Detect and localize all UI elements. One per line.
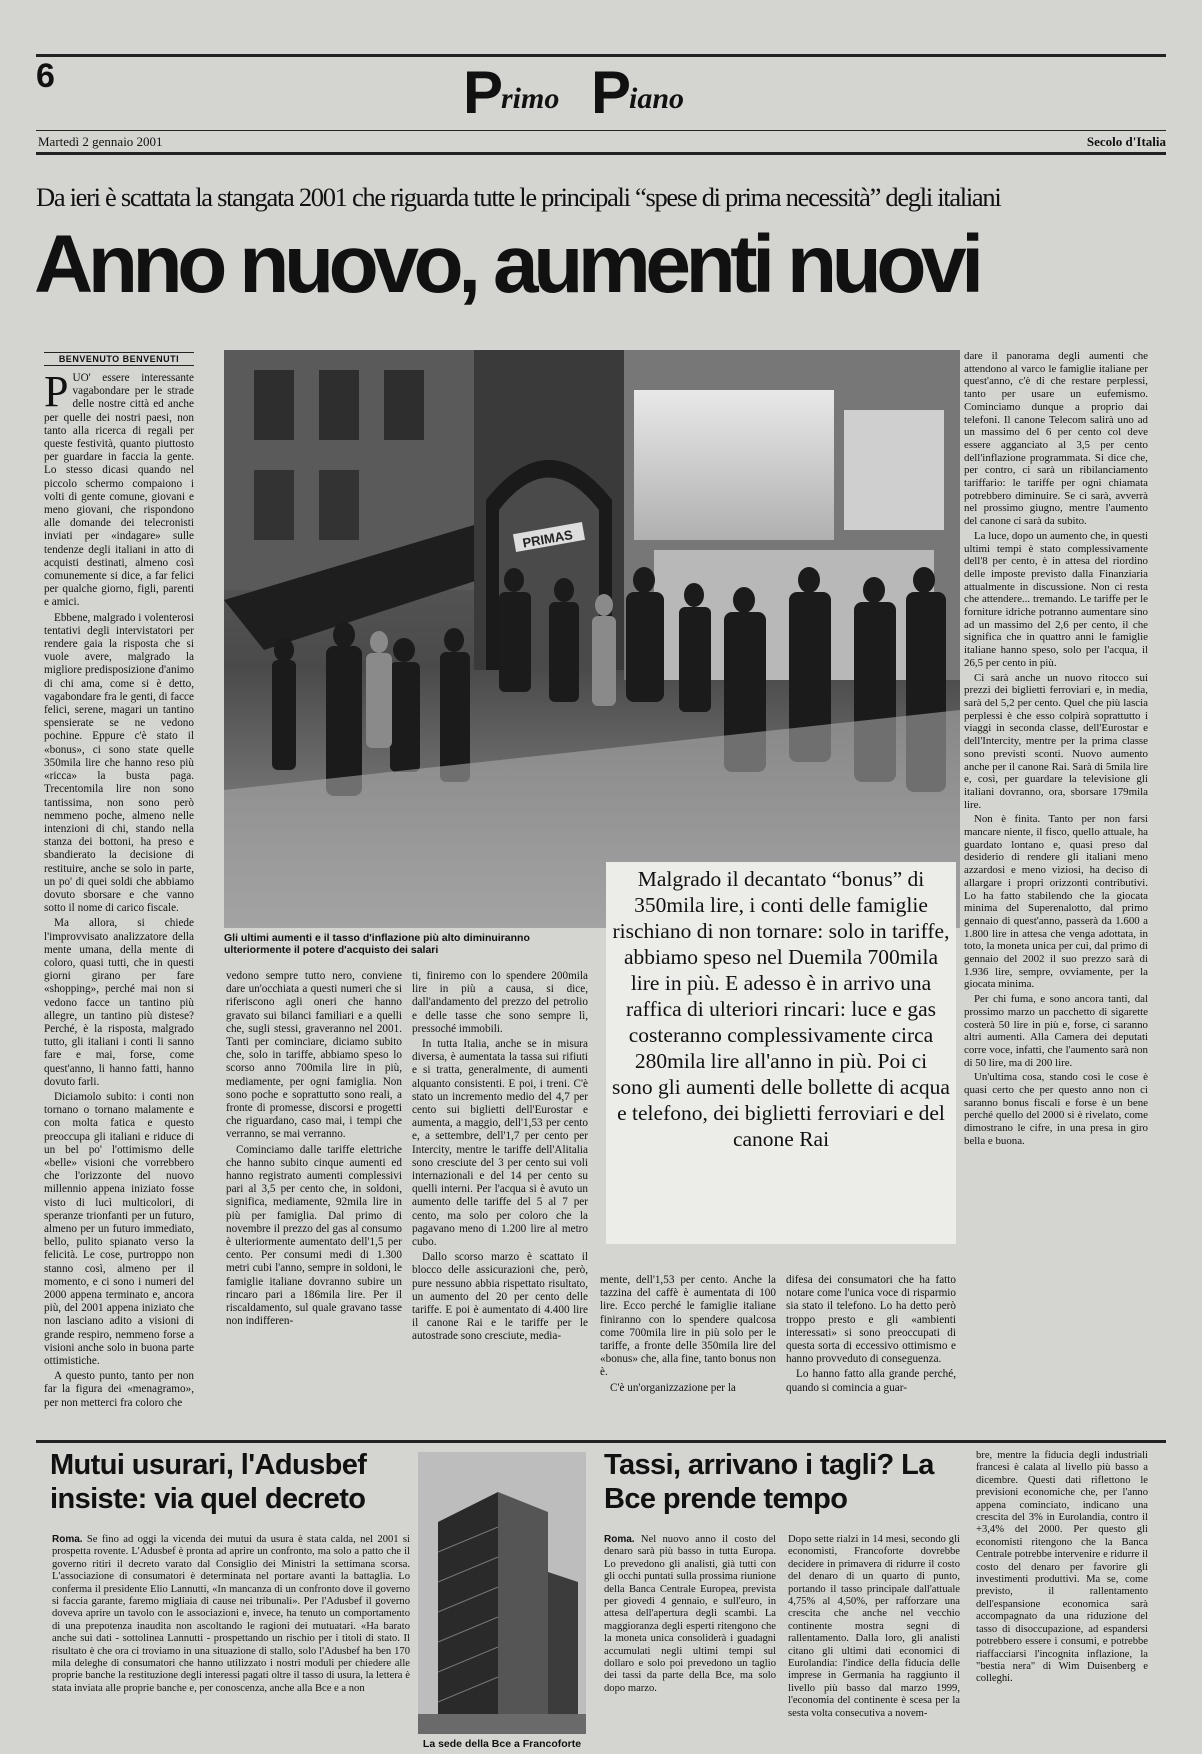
main-column-2 bbox=[226, 970, 402, 1436]
main-photo-caption: Gli ultimi aumenti e il tasso d'inflazione più alto diminuiranno ulteriormente il potere d'acquisto dei salari bbox=[224, 932, 530, 956]
col6-paragraph: Un'ultima cosa, stando così le cose è quasi certo che per questo anno non ci saranno bonus fiscali e forse è un bene perché quello del 2000 si è rivelato, come dimostrano le cifre, in una presa in giro bella e buona. bbox=[964, 1071, 1148, 1147]
shop-sign: PRIMAS bbox=[521, 526, 574, 551]
col2-paragraph: Cominciamo dalle tariffe elettriche che hanno subito cinque aumenti ed hanno registrato aumenti complessivi pari al 3,5 per cento che, in soldoni, significa, mediamente, 92mila lire in più per famiglia. Dal primo di novembre il prezzo del gas al consumo è ulteriormente aumentato dell'1,5 per cento. Per consumi medi di 1.300 metri cubi l'anno, sempre in soldoni, le famiglie italiane dovranno subire un rincaro pari a 186mila lire. Per il riscaldamento, sul quale gravano tasse non indifferen- bbox=[226, 1143, 402, 1328]
col5-paragraph: Lo hanno fatto alla grande perché, quando si comincia a guar- bbox=[786, 1368, 956, 1394]
adusbef-body bbox=[52, 1534, 410, 1742]
col6-paragraph: dare il panorama degli aumenti che attendono al varco le famiglie italiane per quest'anno, c'è di che restare perplessi, tanto per usare un eufemismo. Cominciamo dunque a proprio dai telefoni. Il canone Telecom salirà uno ad un massimo del 6 per cento col deve essere agganciato al 3,5 per cento dell'inflazione programmata. Si dice che, per contro, ci sarà un ribilanciamento tariffario: le tariffe per ogni chiamata potrebbero diminuire. Se ci sarà, avverrà nel prossimo giugno, mentre l'aumento del canone ci sarà da subito. bbox=[964, 350, 1148, 528]
headline: Anno nuovo, aumenti nuovi bbox=[34, 219, 979, 310]
col4-paragraph: C'è un'organizzazione per la bbox=[610, 1381, 736, 1394]
section-letter-1: P bbox=[463, 59, 504, 126]
main-photo bbox=[224, 350, 960, 928]
col2-paragraph: vedono sempre tutto nero, conviene dare un'occhiata a questi numeri che si riferiscono agli oneri che hanno gravato sui bilanci familiari e a quelli che, sugli stessi, graveranno nel 2001. Tanti per cominciare, diciamo subito che, solo in tariffe, abbiamo speso lo scorso anno 700mila lire in più, mediamente, per ogni famiglia. Non sono poche e soprattutto sono reali, a fronte di promesse, discorsi e progetti che riguardano, caso mai, i tempi che verranno, se mai verranno. bbox=[226, 970, 402, 1141]
section-separator bbox=[36, 1440, 1166, 1443]
col1-paragraph: A questo punto, tanto per non far la figura dei «menagramo», per non metterci fra coloro che bbox=[44, 1370, 194, 1409]
adusbef-dateline: Roma. bbox=[52, 1534, 83, 1545]
issue-date: Martedì 2 gennaio 2001 bbox=[38, 134, 163, 149]
col3-paragraph: ti, finiremo con lo spendere 200mila lire in più a causa, si dice, dall'andamento del prezzo del petrolio e delle tasse che sono sempre lì, pressoché immobili. bbox=[412, 970, 588, 1035]
bce-building-image bbox=[418, 1452, 586, 1734]
col6-paragraph: La luce, dopo un aumento che, in questi ultimi tempi è stato complessivamente dell'8 per cento, è in attesa del riordino delle imposte previsto dalla Finanziaria attualmente in discussione. Non ci resta che attendere... tremando. Le tariffe per le forniture idriche potranno aumentare sino ad un massimo del 2,6 per cento, il che significa che in quattro anni le famiglie italiane hanno speso, solo per l'acqua, il 26,5 per cento in più. bbox=[964, 529, 1148, 669]
header-rule-thick bbox=[36, 152, 1166, 155]
byline: BENVENUTO BENVENUTI bbox=[44, 352, 194, 366]
col1-paragraph: Ebbene, malgrado i volenterosi tentativi degli intervistatori per rendere gaia la risposta che si vuole avere, malgrado la migliore predisposizione d'animo di chi ama, come si è detto, vagabondare fra le genti, di facce felici, serene, magari un tantino spensierate se ne vedono pochine. Eppure c'è stato il «bonus», ci sono state quelle 350mila lire che hanno reso più «ricca» la busta paga. Trecentomila lire non sono tantissima, non sono però nemmeno poche, almeno nelle intenzioni di chi, stando nella stanza dei bottoni, ha preso e sbandierato la decisione di restituire, anche se solo in parte, un po' di quei soldi che abbiamo dovuto sborsare e che vanno sotto il nome di carico fiscale. bbox=[44, 611, 194, 915]
col1-paragraph: UO' essere interessante vagabondare per le strade delle nostre città ed anche per quelle dei nostri paesi, non tanto alla ricerca di regali per queste festività, quanto piuttosto per guardare in faccia la gente. Lo stesso dicasi quando nel piccolo schermo compaiono i volti di gente comune, giovani e meno giovani, che rispondono alle domande dei telecronisti inviati per «indagare» sulle tendenze degli italiani in atto di acquisti destinati, almeno così comunemente si dice, a far felici per qualche giorno, figli, parenti e amici. bbox=[44, 372, 194, 609]
col1-paragraph: Ma allora, si chiede l'improvvisato analizzatore della mente umana, della mente di coloro, quasi tutti, che in questi giorni girano per fare «shopping», perché mai non si vedono facce un tantino più allegre, un tantino più distese? Perché, è la risposta, malgrado tutto, gli italiani i conti li sanno fare e mai, forse, come quest'anno, li hanno fatti, hanno dovuto farli. bbox=[44, 917, 194, 1088]
top-rule bbox=[36, 54, 1166, 57]
bce-column-2 bbox=[788, 1534, 960, 1746]
pull-quote: Malgrado il decantato “bonus” di 350mila lire, i conti delle famiglie rischiano di non tornare: solo in tariffe, abbiamo speso nel Duemila 700mila lire in più. E adesso è in arrivo una raffica di ulteriori rincari: luce e gas costeranno complessivamente circa 280mila lire all'anno in più. Poi ci sono gli aumenti delle bollette di acqua e telefono, dei biglietti ferroviari e del canone Rai bbox=[612, 867, 950, 1151]
adusbef-title: Mutui usurari, l'Adusbef insiste: via quel decreto bbox=[50, 1449, 367, 1515]
section-letter-2: P bbox=[591, 59, 632, 126]
bce-text-2: Dopo sette rialzi in 14 mesi, secondo gli economisti, Francoforte dovrebbe decidere in primavera di ridurre il costo del denaro di un quarto di punto, portando il tasso principale dall'attuale 4,75% al 4,50%, per rafforzare una crescita che anche nel vecchio continente mostra segni di rallentamento. Dalla loro, gli analisti citano gli ultimi dati economici di Eurolandia: l'indice della fiducia delle imprese in Germania ha raggiunto il livello più basso dal marzo 1999, l'economia del continente è scesa per la sesta volta consecutiva a novem- bbox=[788, 1534, 960, 1719]
main-column-6 bbox=[964, 350, 1148, 1436]
main-column-1 bbox=[44, 372, 194, 1434]
adusbef-text: Se fino ad oggi la vicenda dei mutui da usura è stata calda, nel 2001 si prospetta rovente. L'Adusbef è pronta ad aprire un confronto, ma solo a patto che il governo ritiri il decreto varato dal Consiglio dei Ministri la settimana scorsa. L'associazione di consumatori è determinata nel portare avanti la battaglia. Lo conferma il presidente Elio Lannutti, «In mancanza di un confronto dove il governo si faccia garante, faremo migliaia di cause nei tribunali». Per l'Adusbef il governo doveva aprire un tavolo con le associazioni e, invece, ha tenuto un comportamento di una prepotenza inaudita non ascoltando le ragioni dei mutuatari. «Ha barato anche sui dati - sottolinea Lannutti - prospettando un rischio per i titoli di stato. Il risultato è che ora ci troviamo in una situazione di stallo, solo l'Adusbef ha ben 170 mila deleghe di consumatori che hanno utilizzato i nostri moduli per chiedere alle proprie banche la restituzione degli interessi pagati oltre il tasso di usura, la lettera è stata inviata alle proprie banche e, per conoscenza, anche alla Bce e a non bbox=[52, 1534, 410, 1694]
col3-paragraph: In tutta Italia, anche se in misura diversa, è aumentata la tassa sui rifiuti e si tratta, generalmente, di aumenti alquanto consistenti. E poi, i treni. C'è stato un incremento medio del 4,7 per cento sui biglietti dell'Eurostar e aumenta, a maggio, dell'1,53 per cento e, a settembre, dell'1,7 per cento per Intercity, mentre le tariffe dell'Alitalia sono cresciute del 3 per cento sui voli internazionali e del 14 per cento su quelli interni. Per l'acqua si è avuto un aumento delle tariffe del 5 al 7 per cento, ma solo per coloro che la pagavano meno di 1.200 lire al metro cubo. bbox=[412, 1038, 588, 1249]
col6-paragraph: Non è finita. Tanto per non farsi mancare niente, il fisco, quello attuale, ha guardato lontano e, quasi preso dal desiderio di rendere gli italiani meno azzardosi e meno viziosi, ha deciso di allargare i propri orizzonti contributivi. Lo ha fatto stabilendo che la giocata minima del Superenalotto, dal primo gennaio di quest'anno, passerà da 1.600 a 1.800 lire in attesa che venga adottata, in toto, la moneta unica per cui, dal primo di gennaio del 2002 il suo prezzo sarà di 1.936 lire, sempre, ovviamente, per la giocata minima. bbox=[964, 813, 1148, 991]
col1-paragraph: Diciamolo subito: i conti non tornano o tornano malamente e con molta fatica e questo preoccupa gli italiani e riduce di un bel po' l'ottimismo delle «belle» visioni che vorrebbero che l'orizzonte del nuovo millennio appena iniziato fosse visto di lucì multicolori, di speranze trionfanti per un futuro, almeno per un futuro immediato, bello, pulito spianato verso la felicità. Le cose, purtroppo non stanno così, almeno per il momento, e ci sono i numeri del 2000 appena terminato e, ancora più, del 2001 appena iniziato che non lasciano adito a visioni di grande respiro, nemmeno forse a visioni anche solo in buona parte ottimistiche. bbox=[44, 1090, 194, 1368]
col5-paragraph: difesa dei consumatori che ha fatto notare come l'unica voce di risparmio sia stato il telefono. Lo ha detto però troppo presto e gli «ambienti interessati» si sono preoccupati di questa sorta di eccessivo ottimismo e hanno provveduto di conseguenza. bbox=[786, 1274, 956, 1366]
bce-column-3 bbox=[976, 1450, 1148, 1744]
bce-column-1 bbox=[604, 1534, 776, 1746]
header-rule-thin bbox=[36, 130, 1166, 131]
col4-paragraph: mente, dell'1,53 per cento. Anche la tazzina del caffè è aumentata di 100 lire. Ecco perché le famiglie italiane finiranno con lo spendere qualcosa come 700mila lire in più solo per le tariffe, a fronte delle 350mila lire del «bonus» che, alla fine, tanto bonus non è. bbox=[600, 1274, 776, 1379]
bce-title: Tassi, arrivano i tagli? La Bce prende tempo bbox=[604, 1449, 934, 1515]
col3-paragraph: Dallo scorso marzo è scattato il blocco delle assicurazioni che, però, pure nessuno abbia rispettato risultato, un aumento del 20 per cento delle tariffe. E poi è aumentato di 4.400 lire il canone Rai e le tariffe per le autostrade sono cresciute, media- bbox=[412, 1251, 588, 1343]
kicker: Da ieri è scattata la stangata 2001 che riguarda tutte le principali “spese di prima necessità” degli italiani bbox=[36, 182, 1001, 212]
pull-quote-box bbox=[606, 862, 956, 1244]
col6-paragraph: Ci sarà anche un nuovo ritocco sui prezzi dei biglietti ferroviari e, in media, sarà del 5,2 per cento. Quel che più lascia perplessi è che esso colpirà soprattutto i viaggi in seconda classe, dell'Eurostar e dell'Intercity, mentre per la prima classe sono previsti sconti. Nuovo aumento anche per il canone Rai. Sarà di 5mila lire e, così, per guardare la televisione gli italiani dovranno, ora, sborsare 179mila lire. bbox=[964, 671, 1148, 811]
drop-cap: P bbox=[44, 372, 69, 416]
bce-dateline: Roma. bbox=[604, 1534, 635, 1545]
newspaper-name: Secolo d'Italia bbox=[1086, 134, 1166, 149]
col6-paragraph: Per chi fuma, e sono ancora tanti, dal prossimo marzo un pacchetto di sigarette costerà 50 lire in più e, forse, ci saranno altri aumenti. Alla Camera dei deputati corre voce, infatti, che l'aumento sarà non di 50 lire, ma di 200 lire. bbox=[964, 993, 1148, 1069]
bce-text-3: bre, mentre la fiducia degli industriali francesi è calata al livello più basso a dicembre. Questi dati riflettono le previsioni economiche che, per l'anno appena cominciato, indicano una crescita del 3% in Eurolandia, contro il +3,4% del 2000. Per questo gli economisti ritengono che la Banca Centrale potrebbe intervenire e ridurre il costo del denaro per favorire gli investimenti produttivi. Ma se, come previsto, il rallentamento dell'espansione economica sarà accompagnato da una riduzione del tasso di disoccupazione, ad espandersi potrebbero essere i consumi, e potrebbe riaffacciarsi l'incognita inflazione, la "bestia nera" di Wim Duisenberg e colleghi. bbox=[976, 1450, 1148, 1685]
main-column-4 bbox=[600, 1274, 776, 1436]
main-column-5 bbox=[786, 1274, 956, 1436]
page-number: 6 bbox=[36, 57, 55, 95]
bce-photo-caption: La sede della Bce a Francoforte bbox=[422, 1738, 582, 1750]
street-scene-image bbox=[224, 350, 960, 928]
bce-text-1: Nel nuovo anno il costo del denaro sarà più basso in tutta Europa. Lo prevedono gli analisti, già tutti con gli occhi puntati sulla prossima riunione della Banca Centrale Europea, prevista per giovedì 4 gennaio, e sull'euro, in attesa dell'apertura degli scambi. La maggioranza degli esperti ritengono che la moneta unica consoliderà i guadagni accumulati negli ultimi tempi sul dollaro e solo poi prevedono un taglio dei tassi da parte della Bce, ma solo dopo marzo. bbox=[604, 1534, 776, 1694]
main-column-3 bbox=[412, 970, 588, 1436]
section-word-2: iano bbox=[629, 82, 685, 115]
section-word-1: rimo bbox=[501, 82, 560, 115]
bce-photo bbox=[418, 1452, 586, 1734]
section-title bbox=[463, 59, 763, 126]
